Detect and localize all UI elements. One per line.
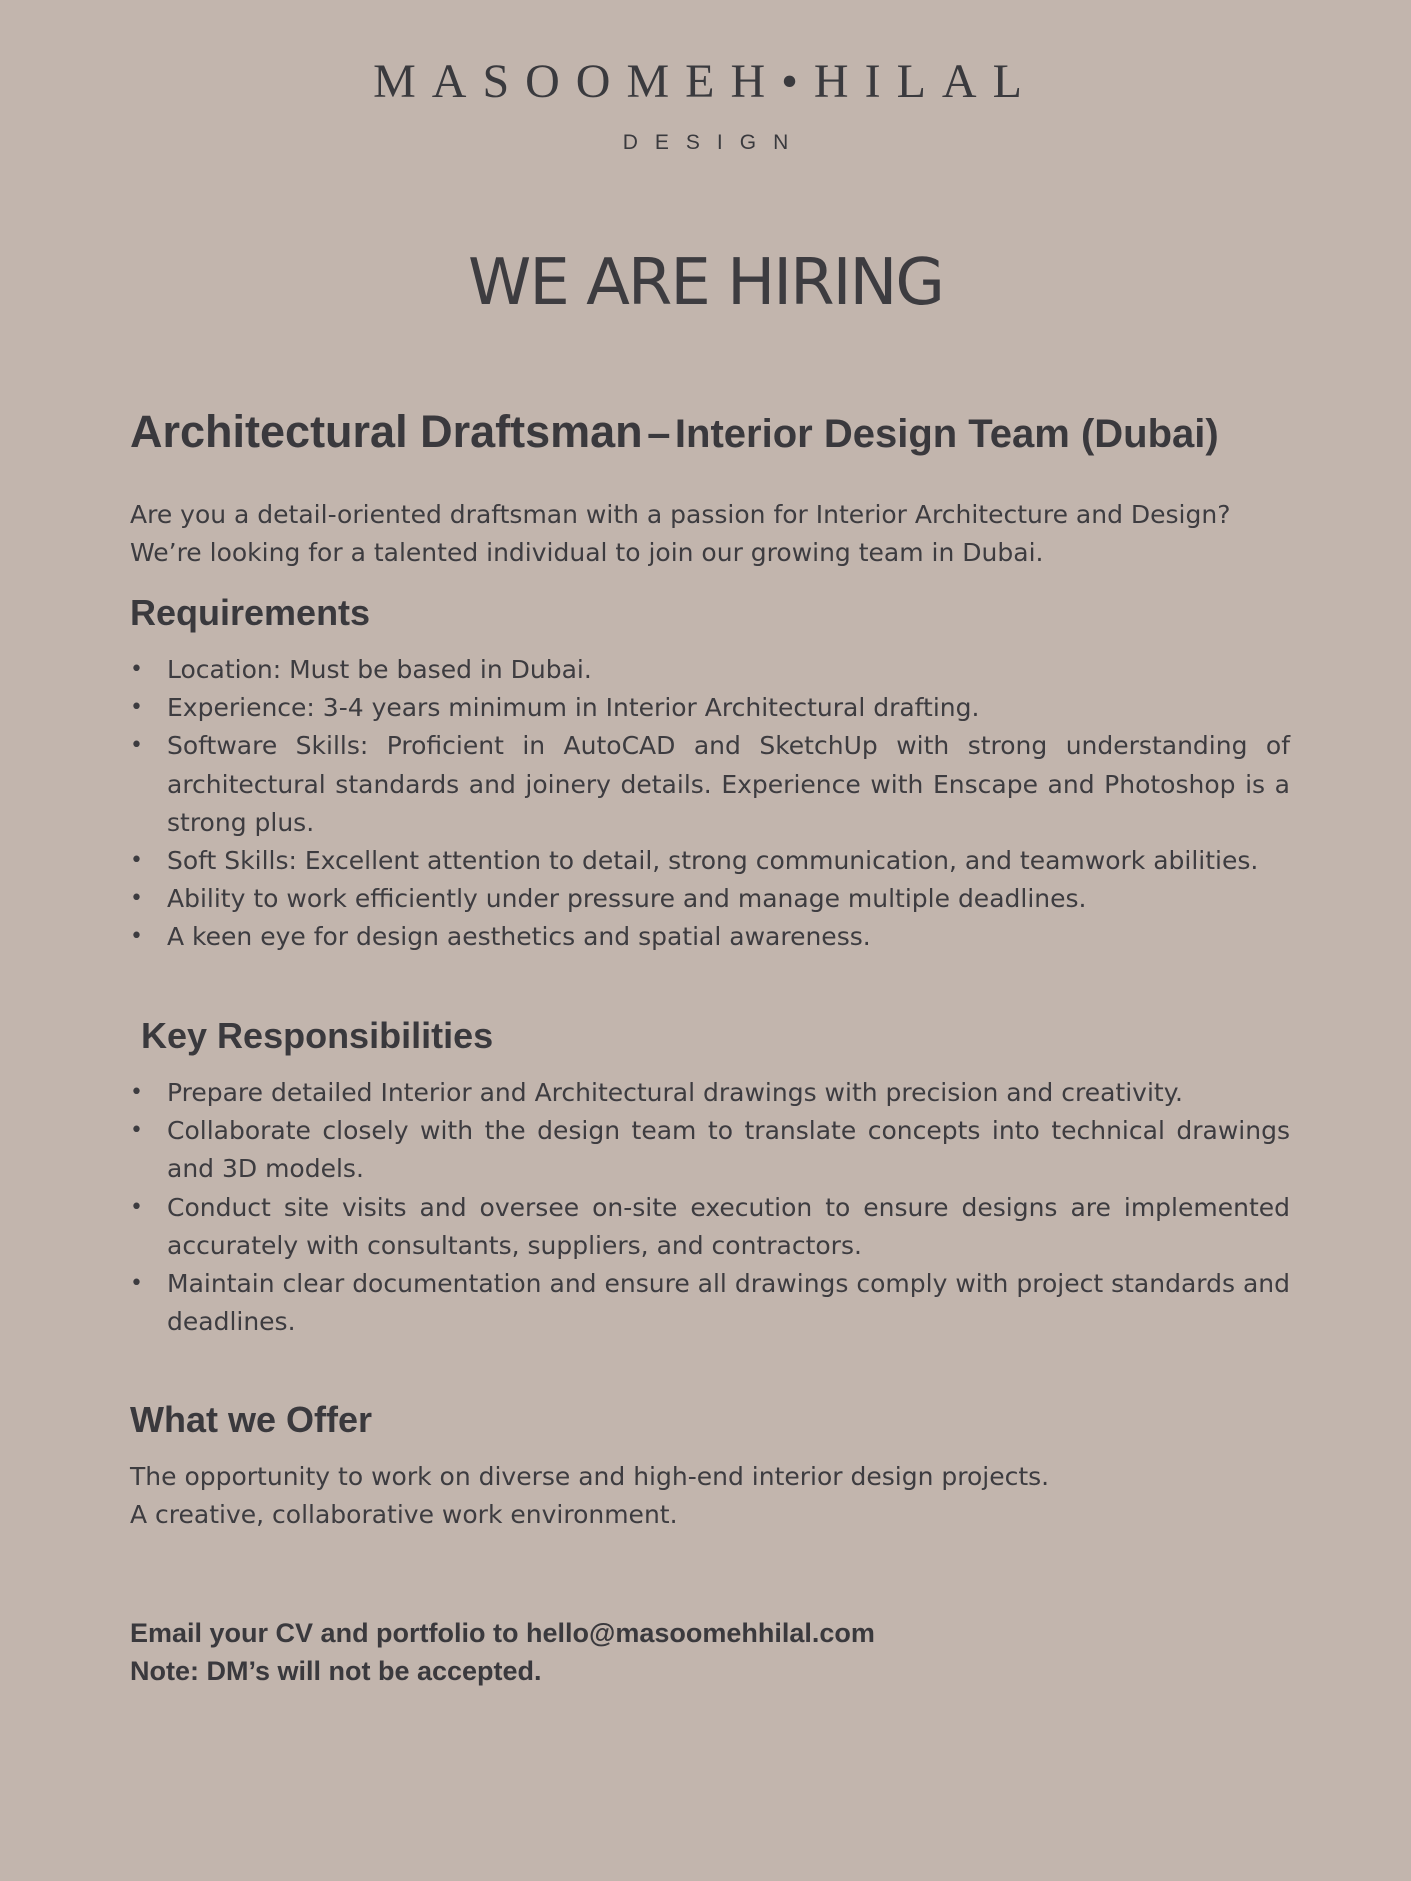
list-item	[130, 689, 1290, 727]
offer-paragraph	[130, 1458, 1285, 1534]
bullet-icon: •	[130, 886, 143, 912]
intro-line: We’re looking for a talented individual to join our growing team in Dubai.	[130, 538, 1044, 567]
list-item-text: Ability to work efficiently under pressure and manage multiple deadlines.	[167, 884, 1087, 914]
list-item	[130, 1189, 1290, 1265]
list-item-text: Experience: 3-4 years minimum in Interior Architectural drafting.	[167, 693, 980, 723]
intro-line: Are you a detail-oriented draftsman with a passion for Interior Architecture and Design?	[130, 500, 1231, 529]
contact-note: Note: DM’s will not be accepted.	[130, 1656, 542, 1686]
job-title-main: Architectural Draftsman	[130, 406, 643, 457]
requirements-list	[130, 651, 1290, 957]
list-item-text: Software Skills: Proficient in AutoCAD and SketchUp with strong understanding of architectural standards and joinery details. Experience with Enscape and Photoshop is a strong plus.	[167, 731, 1290, 837]
job-title-dash: –	[647, 409, 671, 456]
bullet-icon: •	[130, 848, 143, 874]
list-item	[130, 880, 1290, 918]
list-item-text: Maintain clear documentation and ensure all drawings comply with project standards and deadlines.	[167, 1269, 1290, 1337]
list-item	[130, 918, 1290, 956]
list-item	[130, 727, 1290, 842]
list-item	[130, 651, 1290, 689]
bullet-icon: •	[130, 1080, 143, 1105]
intro-paragraph	[130, 496, 1285, 572]
bullet-icon: •	[130, 1271, 143, 1297]
list-item-text: A keen eye for design aesthetics and spatial awareness.	[167, 922, 871, 952]
offer-line: A creative, collaborative work environment.	[130, 1500, 678, 1529]
responsibilities-list	[130, 1074, 1290, 1341]
list-item	[130, 1074, 1290, 1112]
list-item-text: Location: Must be based in Dubai.	[167, 655, 592, 684]
job-title	[130, 404, 1290, 471]
list-item	[130, 842, 1290, 880]
bullet-icon: •	[130, 1194, 143, 1220]
brand-logo-subtitle: DESIGN	[622, 131, 806, 154]
list-item-text: Conduct site visits and oversee on-site execution to ensure designs are implemented accurately with consultants, suppliers, and contractors.	[167, 1192, 1290, 1260]
responsibilities-heading: Key Responsibilities	[141, 1015, 494, 1056]
list-item	[130, 1112, 1290, 1188]
hiring-headline: WE ARE HIRING	[468, 246, 943, 320]
requirements-heading: Requirements	[130, 592, 371, 633]
list-item-text: Prepare detailed Interior and Architectural drawings with precision and creativity.	[167, 1078, 1183, 1107]
list-item	[130, 1265, 1290, 1341]
brand-logo-name: MASOOMEH•HILAL	[373, 55, 1038, 108]
bullet-icon: •	[130, 1118, 143, 1144]
bullet-icon: •	[130, 657, 143, 682]
offer-heading: What we Offer	[130, 1399, 373, 1440]
offer-line: The opportunity to work on diverse and high-end interior design projects.	[130, 1462, 1050, 1491]
contact-email-line: Email your CV and portfolio to hello@masoomehhilal.com	[130, 1618, 875, 1648]
bullet-icon: •	[130, 695, 143, 721]
job-title-team: Interior Design Team (Dubai)	[674, 412, 1219, 456]
list-item-text: Collaborate closely with the design team to translate concepts into technical drawings and 3D models.	[167, 1116, 1290, 1184]
bullet-icon: •	[130, 924, 143, 950]
bullet-icon: •	[130, 733, 143, 759]
contact-block	[130, 1614, 875, 1690]
list-item-text: Soft Skills: Excellent attention to detail, strong communication, and teamwork abilities.	[167, 846, 1259, 876]
